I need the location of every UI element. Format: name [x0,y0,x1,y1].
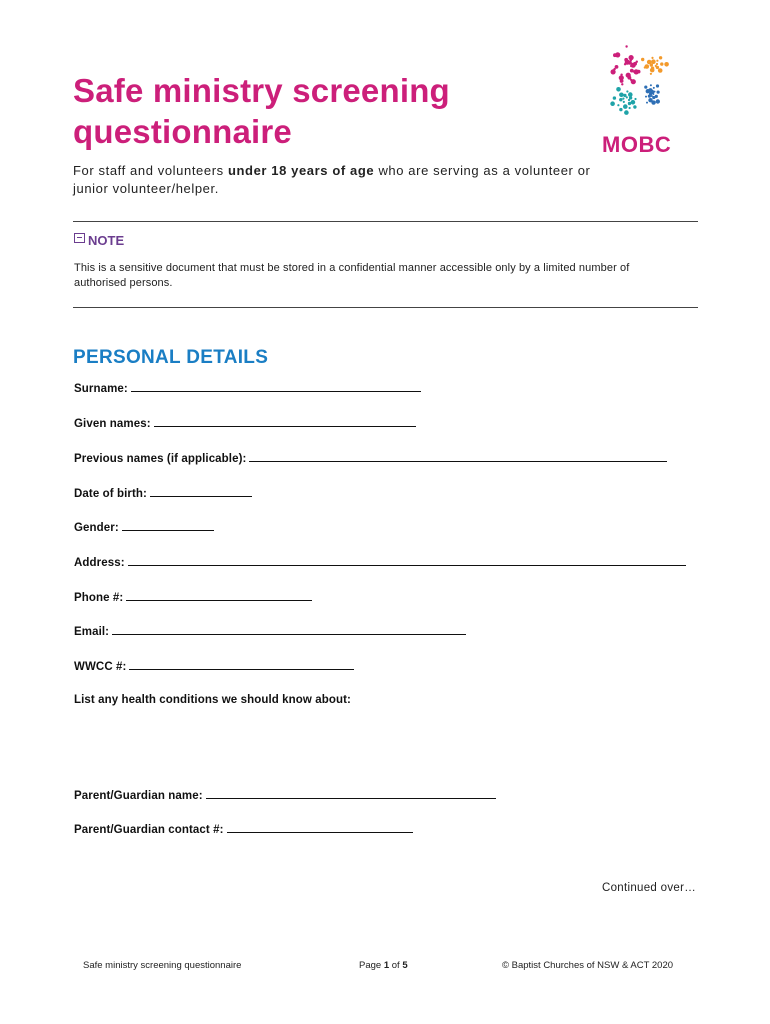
field-label: List any health conditions we should know about: [74,694,351,706]
page-total: 5 [402,960,408,971]
phone-input[interactable] [126,590,312,601]
logo-dot [656,99,660,103]
logo-dot [621,83,623,85]
logo-dot [625,45,627,47]
field-health-conditions [74,694,351,706]
logo-dot [651,67,654,70]
logo-dot [657,91,660,94]
parent-guardian-contact-input[interactable] [227,822,413,833]
field-label: Date of birth: [74,488,147,500]
subtitle [73,162,593,198]
wwcc-input[interactable] [129,659,354,670]
logo-dot [645,96,647,98]
logo-dot [636,61,638,63]
parent-guardian-name-input[interactable] [206,788,496,799]
logo-dot [619,108,622,111]
logo-dot [655,65,657,67]
field-date-of-birth [74,486,252,500]
logo-dot [616,87,621,92]
previous-names-input[interactable] [249,451,667,462]
field-phone [74,590,312,604]
field-wwcc [74,659,354,673]
field-label: Previous names (if applicable): [74,453,247,465]
logo-dot [651,95,653,97]
logo-dot [613,53,617,57]
field-label: Email: [74,626,110,638]
logo-dot [629,55,634,60]
page-of: of [389,960,403,971]
logo-dot [647,60,652,65]
logo-dot [622,98,624,100]
logo-dot [624,63,626,65]
logo-dot [659,56,662,59]
gender-input[interactable] [122,520,214,531]
logo-dot [660,62,663,65]
note-heading [74,233,124,248]
footer-copyright: © Baptist Churches of NSW & ACT 2020 [502,960,674,971]
logo-dot [624,110,629,115]
health-conditions-input[interactable] [74,712,694,782]
logo-dot [650,73,652,75]
logo-dot [651,100,655,104]
field-label: Parent/Guardian name: [74,790,203,802]
page-prefix: Page [359,960,384,971]
logo-dot [610,101,615,106]
note-text: This is a sensitive document that must be stored in a confidential manner accessible only by a limited number of authorised persons. [74,262,630,289]
logo-dot [646,102,648,104]
logo-text: MOBC [602,132,672,157]
field-label: Given names: [74,418,151,430]
logo-dot [629,107,631,109]
logo-dot [631,100,636,105]
logo-dot [626,90,628,92]
logo-dot [654,91,656,93]
field-parent-guardian-contact [74,822,413,836]
field-previous-names [74,451,667,465]
note-icon [74,233,85,243]
email-input[interactable] [112,624,466,635]
given-names-input[interactable] [154,416,416,427]
logo-dot [611,69,616,74]
field-parent-guardian-name [74,788,496,802]
logo-dot [648,95,651,98]
field-label: WWCC #: [74,661,127,673]
logo-dot [624,58,628,62]
divider-bottom [73,307,698,308]
field-email [74,624,466,638]
logo-dot [656,60,658,62]
logo-dot [633,105,636,108]
logo-dot [623,94,626,97]
logo-dot [656,84,659,87]
logo-dot [664,62,669,67]
field-given-names [74,416,416,430]
logo-dot [637,70,641,74]
title-line-2: questionnaire [73,113,292,150]
divider-top [73,221,698,222]
logo-dot [623,101,625,103]
logo-dot [651,59,656,64]
logo-dot [628,92,633,97]
logo-dot [655,95,658,98]
footer-page-number [359,960,408,971]
logo-dot [645,64,650,69]
logo-dot [620,79,624,83]
title-line-1: Safe ministry screening [73,72,450,109]
logo-dot [644,86,647,89]
subtitle-pre: For staff and volunteers [73,163,228,178]
page-current: 1 [383,960,390,971]
document-title [73,70,450,152]
field-label: Parent/Guardian contact #: [74,824,224,836]
logo-dot [623,104,628,109]
field-surname [74,381,421,395]
address-input[interactable] [128,555,686,566]
date-of-birth-input[interactable] [150,486,252,497]
logo-dot [650,84,652,86]
logo-dot [619,93,624,98]
field-address [74,555,686,569]
subtitle-post: who are serving as a volunteer or junior volunteer/helper. [73,163,591,196]
logo-dot [651,57,653,59]
logo-dot [617,104,619,106]
continued-over-text: Continued over… [602,882,696,894]
field-label: Address: [74,557,125,569]
note-heading-text: NOTE [88,233,125,248]
logo-dot [646,89,650,93]
logo-dot [634,98,636,100]
logo-dot [658,68,663,73]
logo-dot [653,87,655,89]
logo-dot [641,58,644,61]
surname-input[interactable] [131,381,421,392]
field-label: Phone #: [74,592,124,604]
field-label: Surname: [74,383,128,395]
subtitle-emphasis: under 18 years of age [227,163,375,178]
section-title-personal-details: PERSONAL DETAILS [73,347,269,368]
logo-dot [631,79,636,84]
logo-dot [619,98,622,101]
field-gender [74,520,214,534]
logo-dot [656,63,658,65]
field-label: Gender: [74,522,119,534]
logo-dot [613,96,616,99]
footer-document-name: Safe ministry screening questionnaire [83,960,242,971]
